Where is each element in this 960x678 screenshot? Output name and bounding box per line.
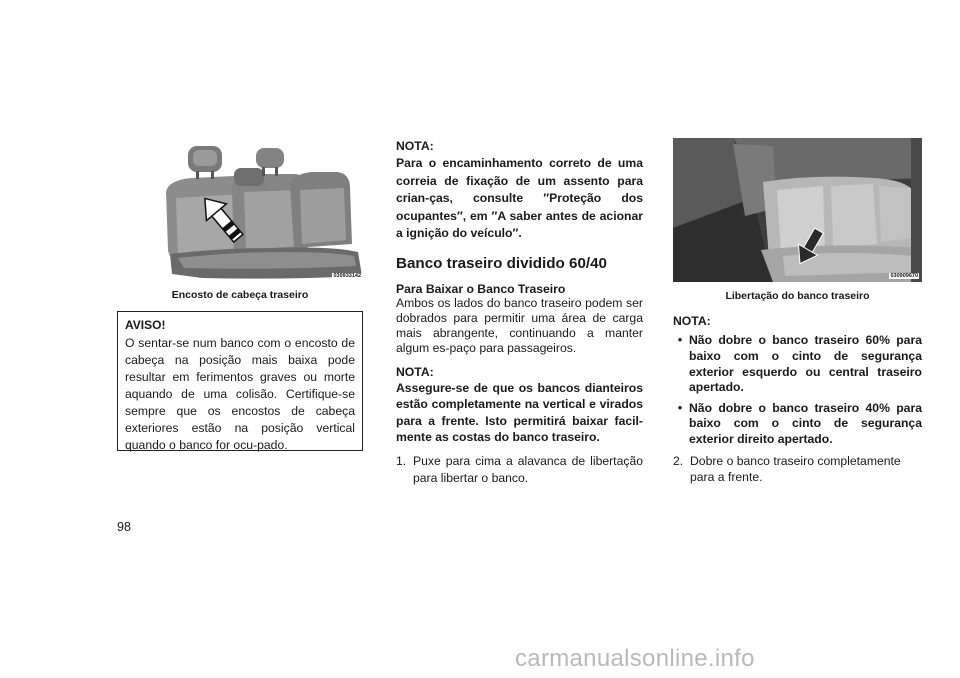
step-item (673, 453, 922, 486)
middle-column (396, 138, 643, 486)
seat-release-figure (673, 138, 922, 282)
subsection-text: Ambos os lados do banco traseiro podem ser dobrados para permitir uma área de carga mais abrangente, continuando a manter algum es-paço para passageiros. (396, 296, 643, 355)
watermark: carmanualsonline.info (515, 645, 755, 672)
step-text: Puxe para cima a alavanca de libertação para libertar o banco. (413, 454, 643, 485)
note-title: NOTA: (396, 139, 434, 153)
note-title: NOTA: (396, 365, 434, 380)
subsection-title: Para Baixar o Banco Traseiro (396, 282, 566, 297)
rear-seat-headrest-photo (162, 140, 368, 281)
seat-release-photo (673, 138, 922, 282)
figure-code: 030933142 (333, 273, 361, 279)
step-text: Dobre o banco traseiro completamente para a frente. (690, 453, 901, 485)
bullet-symbol: • (677, 333, 683, 348)
bullet-symbol: • (677, 400, 683, 415)
page-number: 98 (117, 520, 131, 534)
bullet-item (673, 401, 922, 448)
bullet-text: Não dobre o banco traseiro 40% para baixo com o cinto de segurança exterior direito apertado. (689, 400, 922, 446)
step-item (396, 453, 643, 486)
section-title: Banco traseiro dividido 60/40 (396, 255, 608, 273)
right-column (673, 313, 922, 486)
warning-text: O sentar-se num banco com o encosto de cabeça na posição mais baixa pode resultar em ferimentos graves ou morte aquando de uma colisão. Certifique-se sempre que os encostos de cabeça exteriores estão na posição vertical quando o banco for ocu-pado. (125, 336, 355, 452)
figure-caption: Libertação do banco traseiro (725, 290, 870, 302)
bullet-item (673, 333, 922, 395)
note-title: NOTA: (673, 314, 711, 328)
step-number: 2. (673, 453, 684, 468)
figure-code: 030909670 (890, 273, 918, 279)
headrest-figure (162, 140, 368, 281)
warning-box (117, 311, 363, 451)
note-text: Assegure-se de que os bancos dianteiros estão completamente na vertical e virados para a frente. Isto permitirá baixar facil-mente as costas do banco traseiro. (396, 381, 643, 444)
step-number: 1. (396, 454, 407, 469)
warning-title: AVISO! (125, 318, 166, 332)
bullet-text: Não dobre o banco traseiro 60% para baixo com o cinto de segurança exterior esquerdo ou central traseiro apertado. (689, 333, 922, 395)
figure-caption: Encosto de cabeça traseiro (171, 289, 309, 301)
note-text: Para o encaminhamento correto de uma correia de fixação de um assento para crian-ças, consulte ″Proteção dos ocupantes″, em ″A saber antes de acionar a ignição do veículo″. (396, 156, 643, 241)
